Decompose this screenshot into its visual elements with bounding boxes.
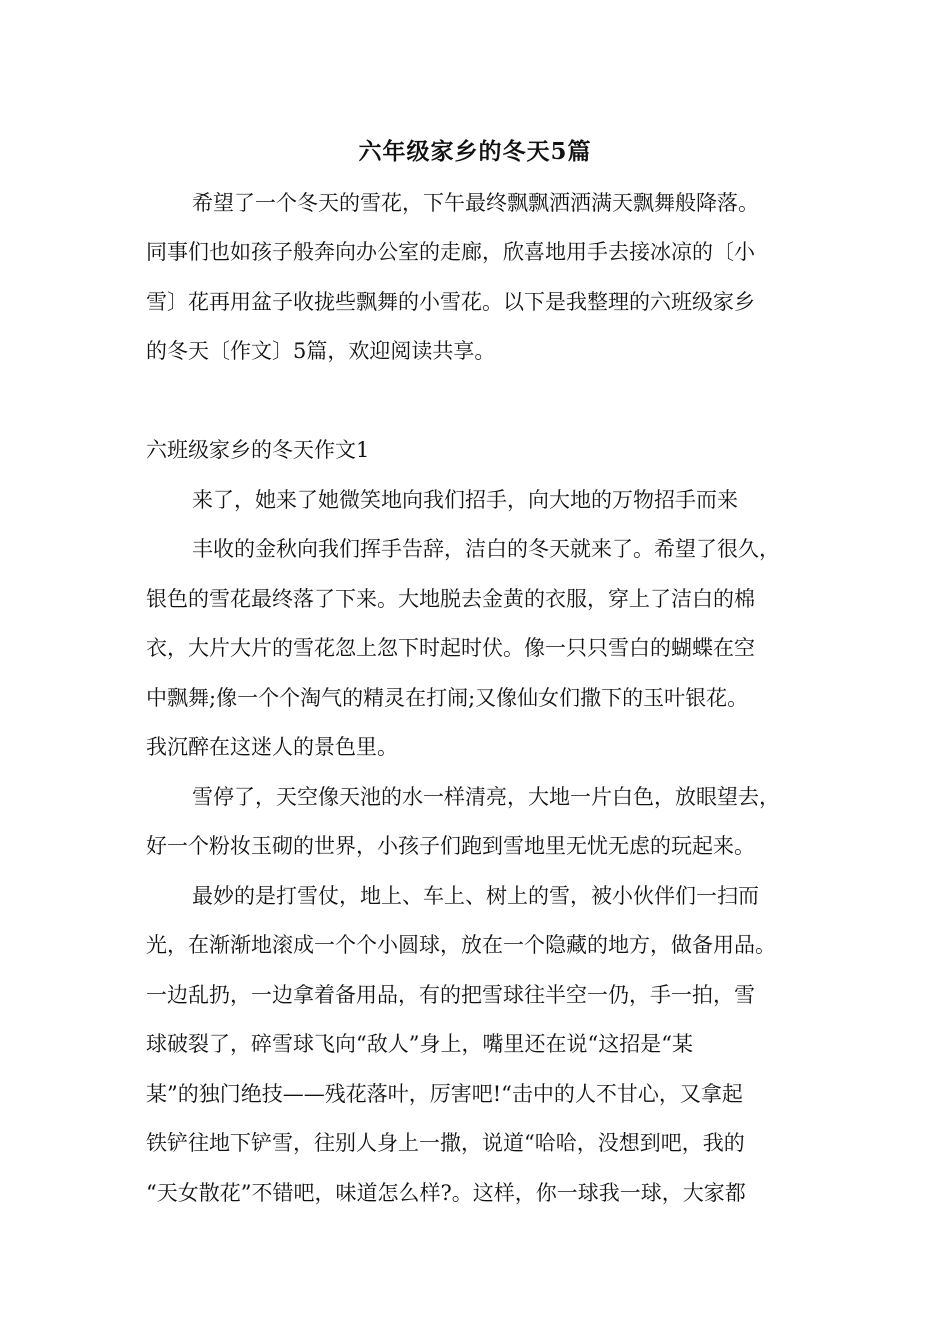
text-line: 希望了一个冬天的雪花，下午最终飘飘洒洒满天飘舞般降落。: [192, 191, 759, 215]
text-line: 一边乱扔，一边拿着备用品，有的把雪球往半空一仍，手一拍，雪: [146, 983, 755, 1007]
text-line: 同事们也如孩子般奔向办公室的走廊，欣喜地用手去接冰凉的〔小: [146, 240, 755, 264]
text-line: 的冬天〔作文〕5篇，欢迎阅读共享。: [146, 339, 496, 363]
text-line: “天女散花”不错吧，味道怎么样?。这样，你一球我一球，大家都: [146, 1181, 746, 1205]
text-line: 球破裂了，碎雪球飞向“敌人”身上，嘴里还在说“这招是“某: [146, 1032, 693, 1056]
section-heading: 六班级家乡的冬天作文1: [146, 438, 370, 462]
text-line: 丰收的金秋向我们挥手告辞，洁白的冬天就来了。希望了很久，: [192, 537, 780, 561]
text-line: 铁铲往地下铲雪，往别人身上一撒，说道“哈哈，没想到吧，我的: [146, 1131, 745, 1155]
text-line: 中飘舞;像一个个淘气的精灵在打闹;又像仙女们撒下的玉叶银花。: [146, 686, 749, 710]
text-line: 雪停了，天空像天池的水一样清亮，大地一片白色，放眼望去，: [192, 785, 780, 809]
text-line: 衣，大片大片的雪花忽上忽下时起时伏。像一只只雪白的蝴蝶在空: [146, 636, 755, 660]
text-line: 银色的雪花最终落了下来。大地脱去金黄的衣服，穿上了洁白的棉: [146, 587, 755, 611]
document-title: 六年级家乡的冬天5篇: [358, 138, 592, 165]
text-line: 某”的独门绝技——残花落叶，厉害吧!“击中的人不甘心，又拿起: [146, 1082, 743, 1106]
text-line: 光，在渐渐地滚成一个个小圆球，放在一个隐藏的地方，做备用品。: [146, 933, 776, 957]
text-line: 好一个粉妆玉砌的世界，小孩子们跑到雪地里无忧无虑的玩起来。: [146, 834, 755, 858]
text-line: 来了，她来了她微笑地向我们招手，向大地的万物招手而来: [192, 488, 738, 512]
text-line: 雪〕花再用盆子收拢些飘舞的小雪花。以下是我整理的六班级家乡: [146, 290, 755, 314]
text-line: 我沉醉在这迷人的景色里。: [146, 735, 398, 759]
text-line: 最妙的是打雪仗，地上、车上、树上的雪，被小伙伴们一扫而: [192, 884, 759, 908]
